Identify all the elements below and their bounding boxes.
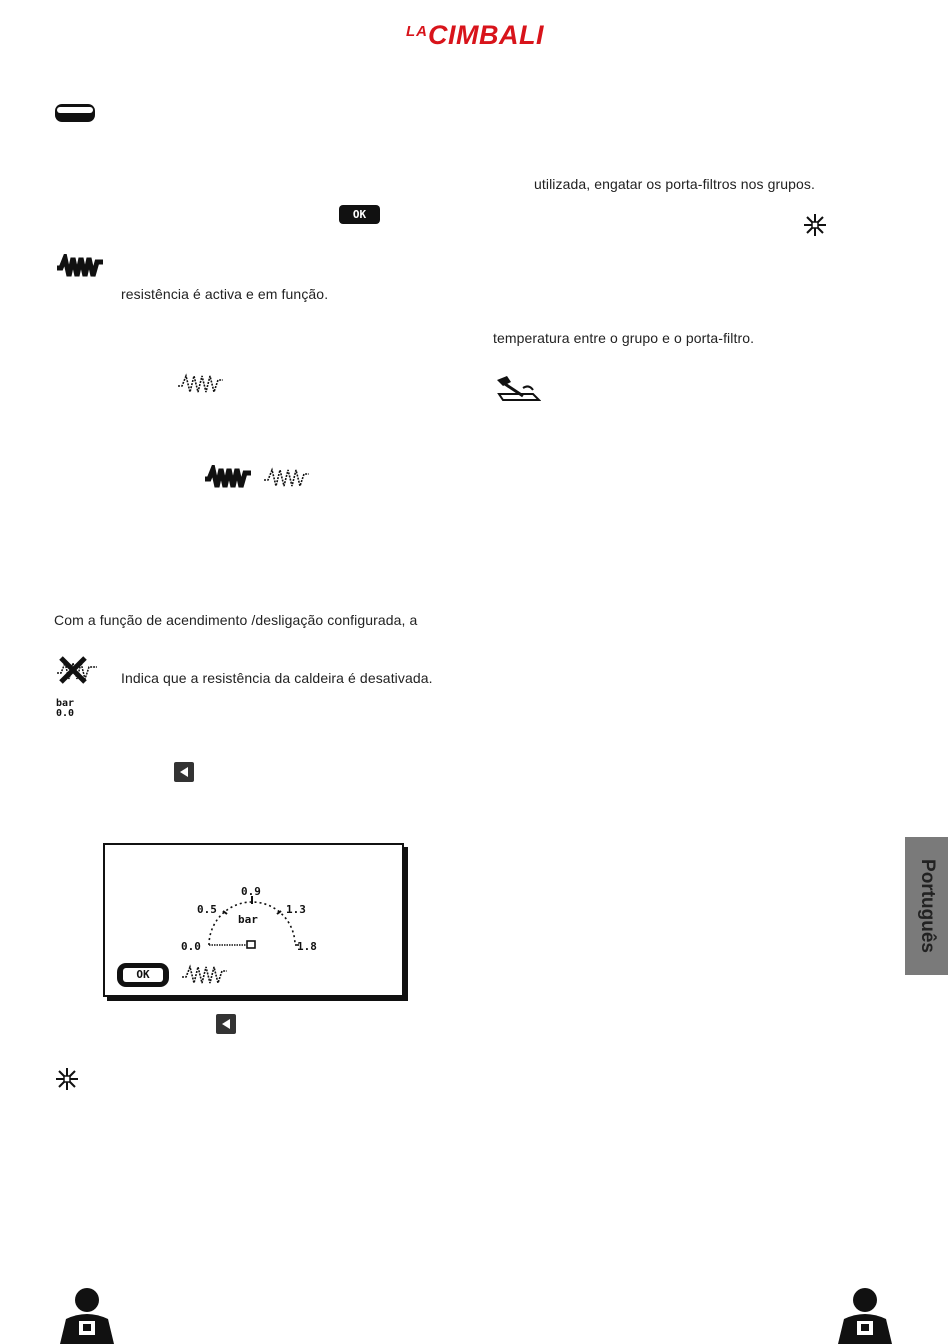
back-button[interactable] <box>174 762 194 782</box>
standby-pill-icon <box>55 104 95 122</box>
snowflake-icon <box>55 1067 79 1091</box>
lcd-pressure-screen <box>103 843 404 997</box>
back-button-2[interactable] <box>216 1014 236 1034</box>
lcd-resistance-outline-icon <box>181 962 229 988</box>
logo-name: CIMBALI <box>428 20 544 50</box>
bar-indicator <box>56 699 74 719</box>
gauge-right-value: 1.3 <box>286 903 306 916</box>
language-tab[interactable] <box>905 837 948 975</box>
text-resistencia-activa: resistência é activa e em função. <box>121 286 329 302</box>
language-label: Português <box>916 859 938 953</box>
arrow-left-icon <box>174 762 194 782</box>
gauge-min-value: 0.0 <box>181 940 201 953</box>
bar-indicator-label: bar <box>56 698 75 709</box>
logo-prefix: LA <box>406 23 428 40</box>
resistance-active-icon-2 <box>205 465 253 491</box>
gauge-top-value: 0.9 <box>241 885 261 898</box>
gauge-left-value: 0.5 <box>197 903 217 916</box>
ok-key-label: OK <box>352 208 367 221</box>
lcd-ok-label: OK <box>123 968 163 982</box>
resistance-active-icon <box>57 254 105 280</box>
text-indica-resistencia: Indica que a resistência da caldeira é desativada. <box>121 670 433 686</box>
snowflake-icon-right <box>803 213 827 237</box>
arrow-left-icon <box>216 1014 236 1034</box>
resistance-outline-icon-2 <box>263 465 311 491</box>
barista-figure-left <box>58 1287 116 1344</box>
gauge-unit: bar <box>238 913 258 926</box>
lcd-ok-button[interactable] <box>117 963 169 987</box>
ok-key-icon <box>339 205 380 224</box>
brand-logo <box>0 20 950 51</box>
text-com-funcao: Com a função de acendimento /desligação configurada, a <box>54 612 418 628</box>
bar-indicator-value: 0.0 <box>56 708 75 719</box>
resistance-disabled-icon <box>55 655 99 685</box>
resistance-outline-icon <box>177 371 225 397</box>
text-utilizada: utilizada, engatar os porta-filtros nos grupos. <box>534 176 815 192</box>
group-cleaning-icon <box>493 374 541 402</box>
barista-figure-right <box>836 1287 894 1344</box>
text-temperatura: temperatura entre o grupo e o porta-filtro. <box>493 330 755 346</box>
gauge-max-value: 1.8 <box>297 940 317 953</box>
